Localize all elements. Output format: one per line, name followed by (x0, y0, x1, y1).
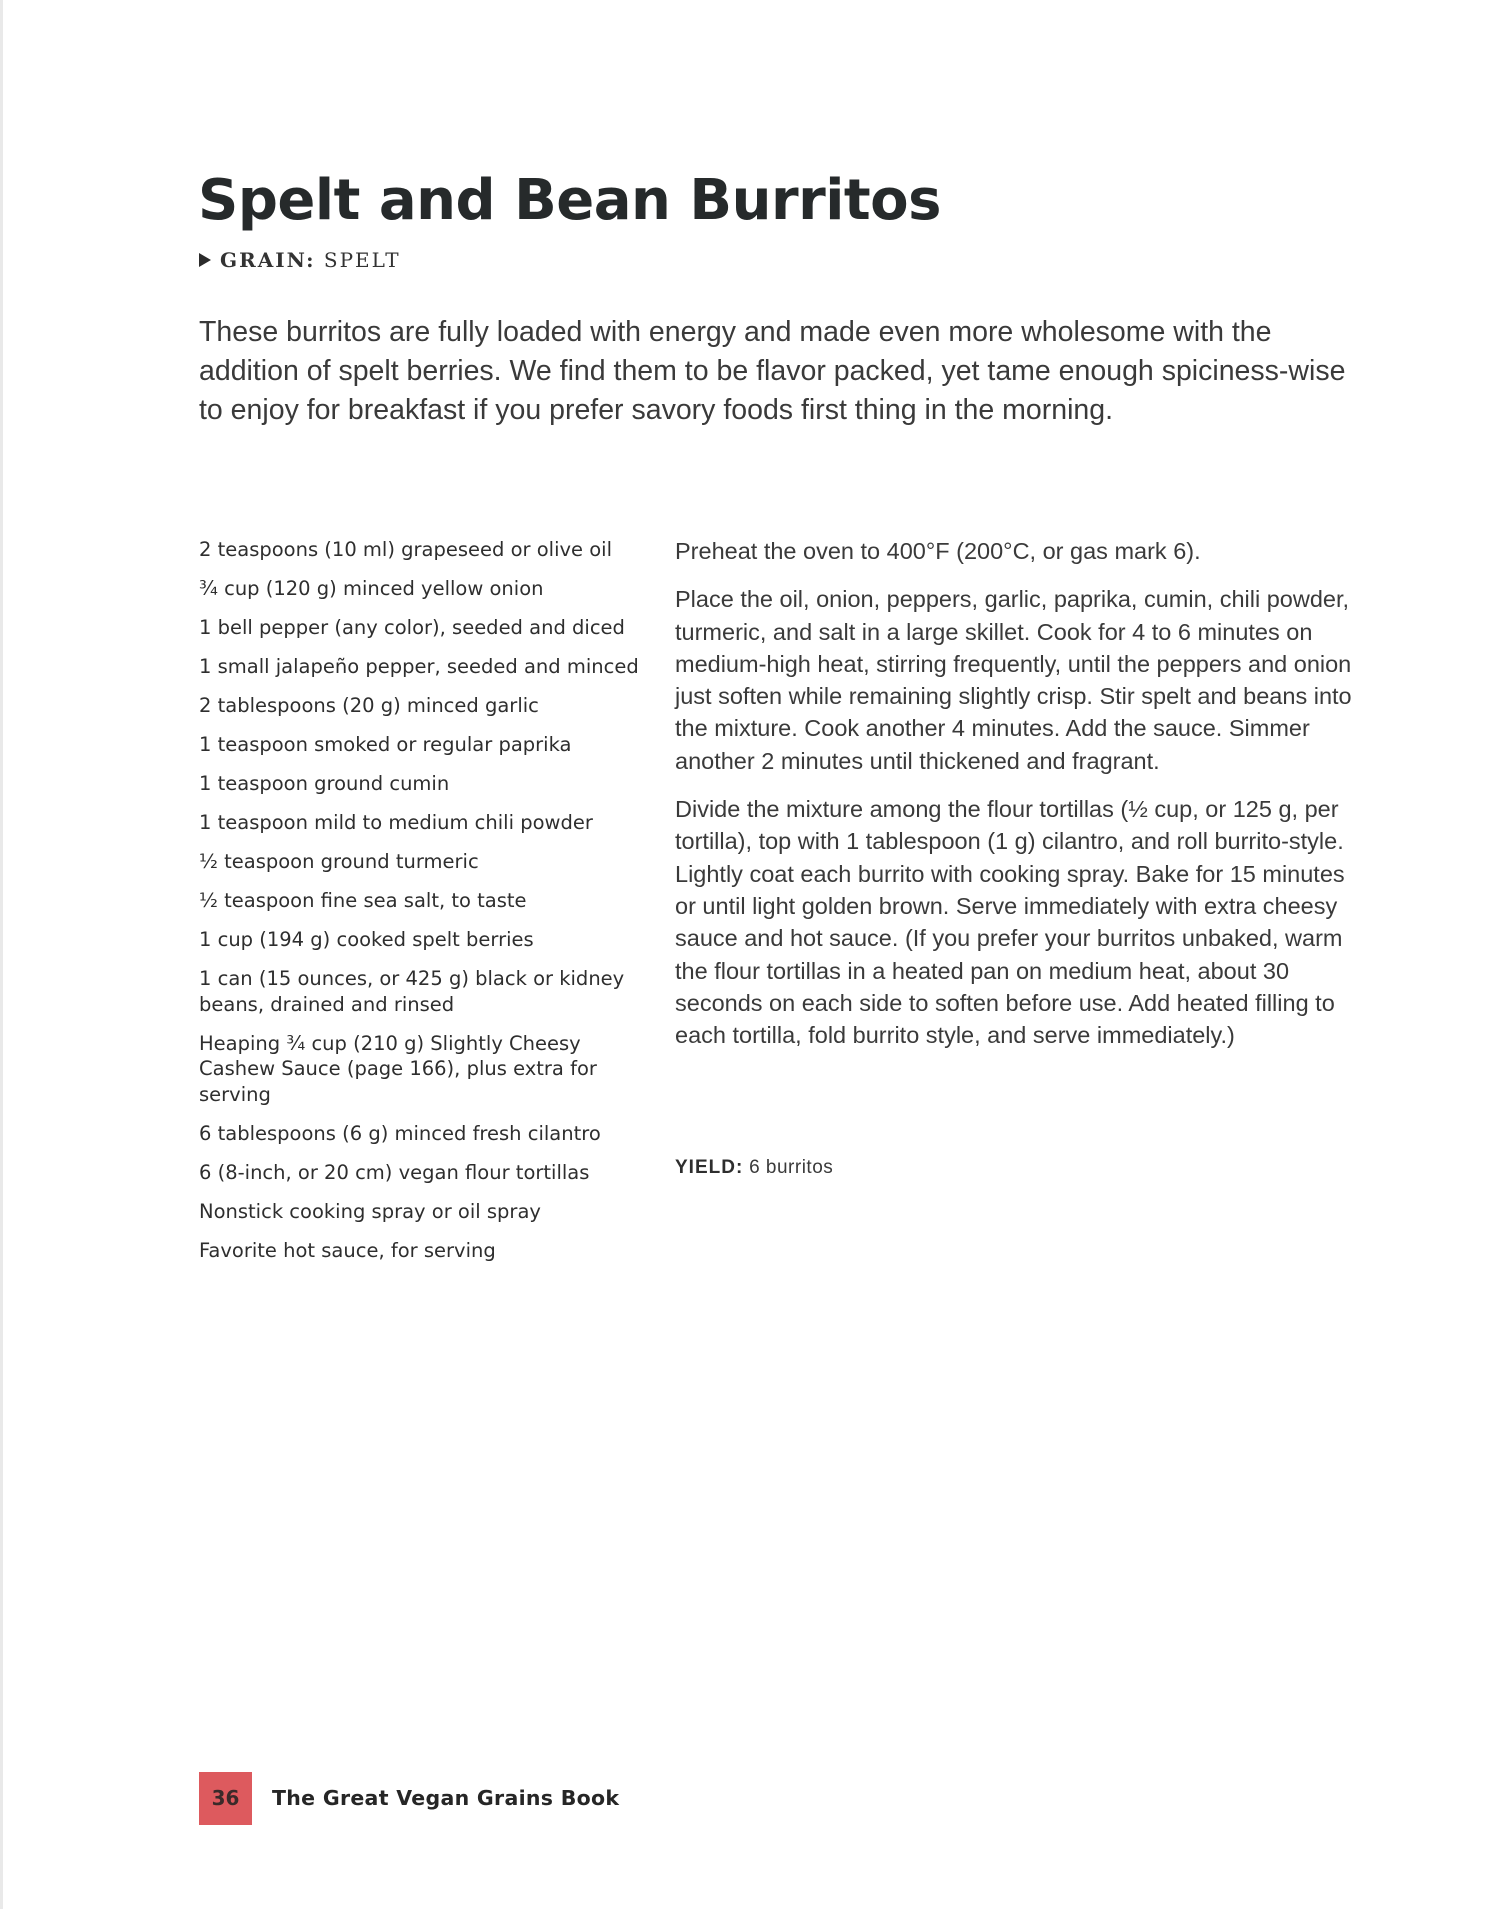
grain-line (199, 248, 401, 272)
ingredient-item: ½ teaspoon fine sea salt, to taste (199, 889, 527, 912)
method-steps (675, 535, 1365, 1067)
ingredient-item: 1 bell pepper (any color), seeded and diced (199, 616, 625, 639)
yield-value: 6 burritos (749, 1157, 834, 1178)
play-triangle-icon (199, 253, 211, 267)
ingredient-item: Nonstick cooking spray or oil spray (199, 1199, 541, 1223)
recipe-yield (675, 1157, 833, 1179)
page-number: 36 (199, 1772, 252, 1825)
method-step: Place the oil, onion, peppers, garlic, paprika, cumin, chili powder, turmeric, and salt in a large skillet. Cook for 4 to 6 minutes on medium-high heat, stirring frequently, until the peppers and onion just soften while remaining slightly crisp. Stir spelt and beans into the mixture. Cook another 4 minutes. Add the sauce. Simmer another 2 minutes until thickened and fragrant. (675, 586, 1352, 774)
ingredient-item: 1 can (15 ounces, or 425 g) black or kidney beans, drained and rinsed (199, 967, 625, 1016)
grain-value: SPELT (323, 248, 401, 272)
book-title: The Great Vegan Grains Book (272, 1786, 620, 1810)
recipe-title: Spelt and Bean Burritos (198, 168, 941, 233)
yield-label: YIELD: (675, 1157, 744, 1178)
ingredient-item: 1 teaspoon smoked or regular paprika (199, 733, 572, 756)
ingredient-item: 1 cup (194 g) cooked spelt berries (199, 928, 534, 951)
ingredient-item: Heaping ¾ cup (210 g) Slightly Cheesy Cashew Sauce (page 166), plus extra for serving (199, 1031, 597, 1106)
recipe-intro: These burritos are fully loaded with energy and made even more wholesome with the addition of spelt berries. We find them to be flavor packed, yet tame enough spiciness-wise to enjoy for breakfast if you prefer savory foods first thing in the morning. (199, 316, 1346, 426)
grain-label: GRAIN: (220, 248, 316, 272)
ingredient-list (199, 537, 639, 1277)
ingredient-item: 1 teaspoon mild to medium chili powder (199, 811, 593, 834)
ingredient-item: 2 teaspoons (10 ml) grapeseed or olive oil (199, 538, 613, 561)
ingredient-item: 6 (8-inch, or 20 cm) vegan flour tortillas (199, 1160, 590, 1184)
method-step: Divide the mixture among the flour tortillas (½ cup, or 125 g, per tortilla), top with 1 tablespoon (1 g) cilantro, and roll burrito-style. Lightly coat each burrito with cooking spray. Bake for 15 minutes or until light golden brown. Serve immediately with extra cheesy sauce and hot sauce. (If you prefer your burritos unbaked, warm the flour tortillas in a heated pan on medium heat, about 30 seconds on each side to soften before use. Add heated filling to each tortilla, fold burrito style, and serve immediately.) (675, 796, 1345, 1049)
ingredient-item: ¾ cup (120 g) minced yellow onion (199, 577, 544, 600)
ingredient-item: 6 tablespoons (6 g) minced fresh cilantro (199, 1121, 601, 1145)
page-edge (0, 0, 3, 1909)
method-step: Preheat the oven to 400°F (200°C, or gas mark 6). (675, 538, 1201, 564)
ingredient-item: ½ teaspoon ground turmeric (199, 850, 479, 873)
ingredient-item: 2 tablespoons (20 g) minced garlic (199, 694, 539, 717)
ingredient-item: Favorite hot sauce, for serving (199, 1238, 496, 1262)
ingredient-item: 1 teaspoon ground cumin (199, 772, 450, 795)
ingredient-item: 1 small jalapeño pepper, seeded and minced (199, 655, 639, 678)
